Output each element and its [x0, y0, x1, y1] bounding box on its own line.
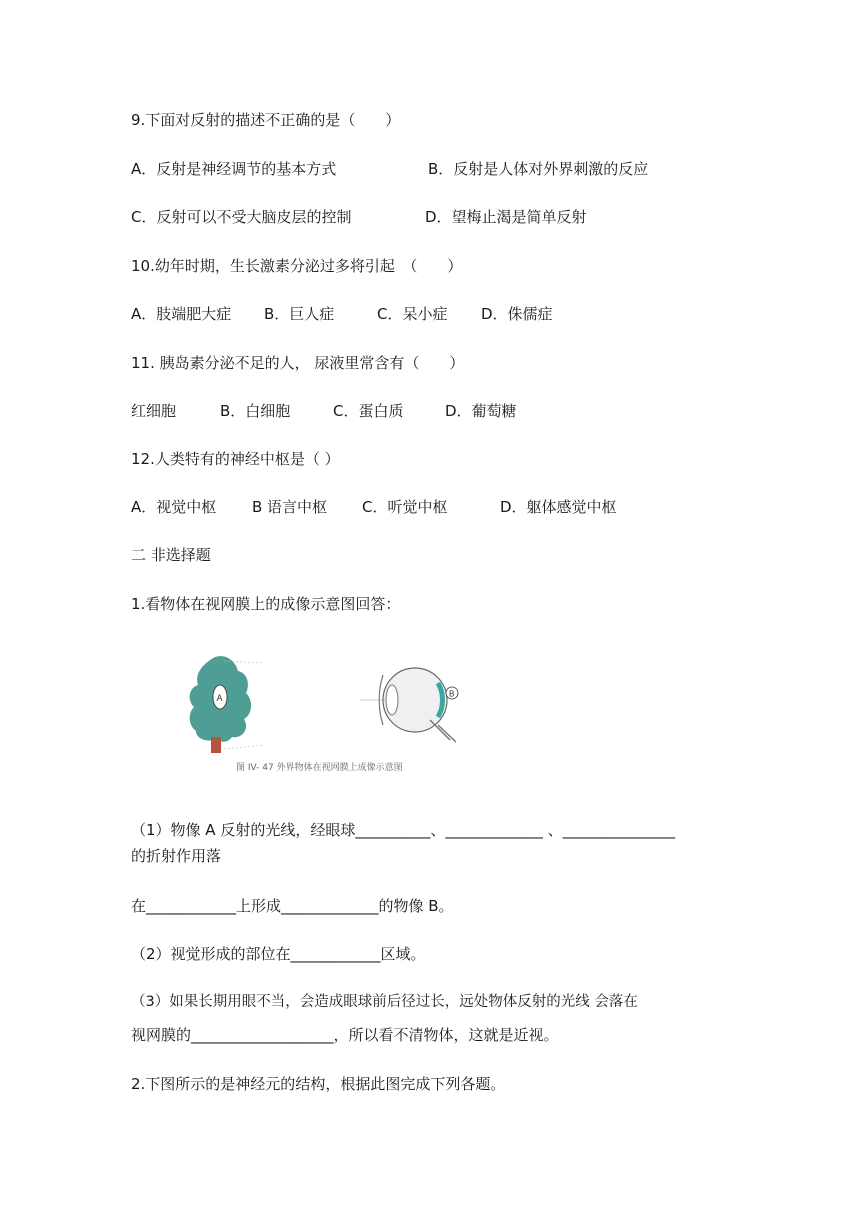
q12-option-c: C．听觉中枢: [362, 498, 448, 516]
p1-sub1-line3: 在____________上形成_____________的物像 B。: [131, 897, 454, 915]
q10-option-b: B．巨人症: [264, 305, 335, 323]
label-a: A: [216, 693, 223, 703]
q9-option-d: D．望梅止渴是简单反射: [425, 208, 587, 226]
q10-option-c: C．呆小症: [377, 305, 448, 323]
q11-option-c: C．蛋白质: [333, 402, 404, 420]
q12-option-b: B 语言中枢: [252, 498, 328, 516]
q9-option-b: B．反射是人体对外界刺激的反应: [428, 160, 649, 178]
q11-option-a: 红细胞: [131, 402, 177, 420]
q10-option-a: A．肢端肥大症: [131, 305, 232, 323]
p1-sub1-line2: 的折射作用落: [131, 847, 222, 865]
q11-option-b: B．白细胞: [220, 402, 291, 420]
p1-stem: 1.看物体在视网膜上的成像示意图回答：: [131, 595, 401, 613]
p1-sub2: （2）视觉形成的部位在____________区域。: [131, 945, 426, 963]
q12-option-d: D．躯体感觉中枢: [500, 498, 617, 516]
q12-option-a: A．视觉中枢: [131, 498, 217, 516]
lens: [386, 685, 398, 715]
p2-stem: 2.下图所示的是神经元的结构，根据此图完成下列各题。: [131, 1075, 506, 1093]
optic-nerve: [430, 720, 450, 740]
q9-option-a: A．反射是神经调节的基本方式: [131, 160, 337, 178]
figure-caption: 图 IV- 47 外界物体在视网膜上成像示意图: [236, 763, 403, 773]
p1-sub1-line1: （1）物像 A 反射的光线，经眼球__________、_____________ 、_______________: [131, 821, 676, 839]
eye-icon: [360, 668, 458, 742]
label-b: B: [449, 689, 455, 699]
tree-icon: [190, 656, 264, 753]
tree-trunk: [211, 737, 221, 753]
q11-stem: 11. 胰岛素分泌不足的人， 尿液里常含有（ ）: [131, 354, 465, 372]
section-title: 二 非选择题: [131, 546, 211, 564]
q11-option-d: D．葡萄糖: [445, 402, 517, 420]
p1-sub3-line1: （3）如果长期用眼不当，会造成眼球前后径过长，远处物体反射的光线 会落在: [131, 994, 638, 1010]
q10-option-d: D．侏儒症: [481, 305, 553, 323]
q9-stem: 9.下面对反射的描述不正确的是（ ）: [131, 111, 401, 129]
p1-sub3-line2: 视网膜的___________________，所以看不清物体，这就是近视。: [131, 1026, 559, 1044]
q10-stem: 10.幼年时期，生长激素分泌过多将引起 （ ）: [131, 257, 463, 275]
q9-option-c: C．反射可以不受大脑皮层的控制: [131, 208, 352, 226]
q12-stem: 12.人类特有的神经中枢是（ ）: [131, 450, 340, 468]
